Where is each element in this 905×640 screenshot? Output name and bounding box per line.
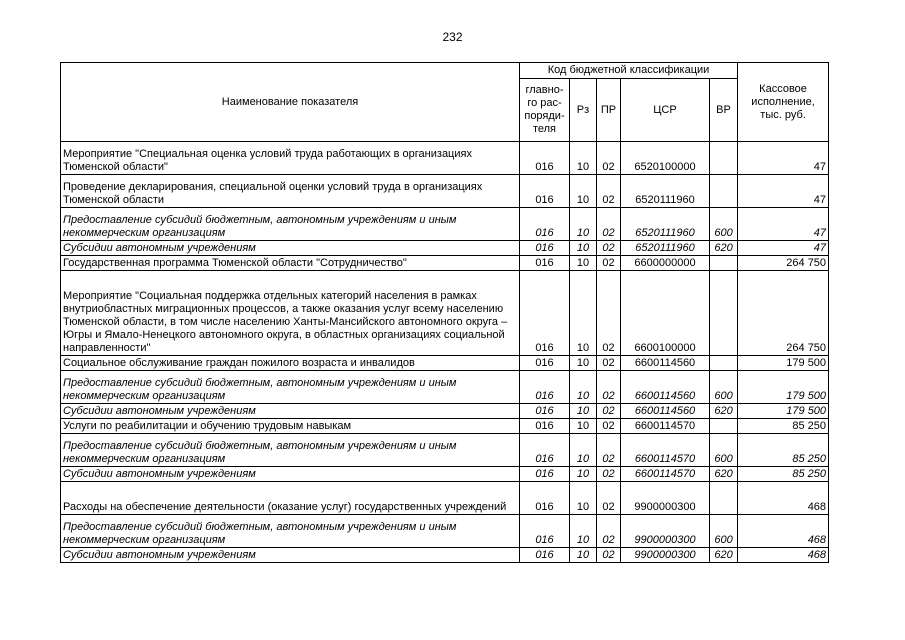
- row-name: Государственная программа Тюменской области "Сотрудничество": [61, 256, 520, 271]
- table-row: [61, 419, 829, 434]
- row-admin-code: 016: [520, 271, 570, 356]
- row-csr-code: 6520111960: [621, 241, 710, 256]
- row-amount: 179 500: [738, 404, 829, 419]
- header-amount: Кассовое исполнение, тыс. руб.: [738, 63, 829, 142]
- row-vr-code: [710, 142, 738, 175]
- row-pr-code: 02: [597, 548, 621, 563]
- row-pr-code: 02: [597, 142, 621, 175]
- row-admin-code: 016: [520, 482, 570, 515]
- row-rz-code: 10: [570, 467, 597, 482]
- row-name: Субсидии автономным учреждениям: [61, 241, 520, 256]
- row-vr-code: [710, 271, 738, 356]
- row-admin-code: 016: [520, 467, 570, 482]
- row-pr-code: 02: [597, 271, 621, 356]
- row-admin-code: 016: [520, 548, 570, 563]
- table-row: [61, 241, 829, 256]
- row-admin-code: 016: [520, 208, 570, 241]
- header-kbk-group: Код бюджетной классификации: [520, 63, 738, 79]
- row-rz-code: 10: [570, 142, 597, 175]
- row-vr-code: [710, 419, 738, 434]
- row-pr-code: 02: [597, 434, 621, 467]
- row-rz-code: 10: [570, 356, 597, 371]
- row-pr-code: 02: [597, 208, 621, 241]
- row-vr-code: [710, 356, 738, 371]
- header-name: Наименование показателя: [61, 63, 520, 142]
- row-pr-code: 02: [597, 515, 621, 548]
- row-admin-code: 016: [520, 419, 570, 434]
- row-vr-code: 620: [710, 548, 738, 563]
- row-pr-code: 02: [597, 241, 621, 256]
- row-rz-code: 10: [570, 548, 597, 563]
- row-rz-code: 10: [570, 371, 597, 404]
- row-rz-code: 10: [570, 208, 597, 241]
- row-name: Субсидии автономным учреждениям: [61, 404, 520, 419]
- row-name: Мероприятие "Специальная оценка условий труда работающих в организациях Тюменской области": [61, 142, 520, 175]
- row-admin-code: 016: [520, 356, 570, 371]
- row-rz-code: 10: [570, 175, 597, 208]
- row-vr-code: 600: [710, 515, 738, 548]
- table-row: [61, 467, 829, 482]
- table-row: [61, 271, 829, 356]
- row-pr-code: 02: [597, 175, 621, 208]
- row-pr-code: 02: [597, 467, 621, 482]
- row-admin-code: 016: [520, 256, 570, 271]
- row-admin-code: 016: [520, 175, 570, 208]
- row-name: Мероприятие "Социальная поддержка отдельных категорий населения в рамках внутриобластных миграционных процессов, а также оказания услуг всему населению Тюменской области, в том числе населению Ханты-Мансийского автономного округа – Югры и Ямало-Ненецкого автономного округа, в областных организациях социальной направленности": [61, 271, 520, 356]
- row-name: Расходы на обеспечение деятельности (оказание услуг) государственных учреждений: [61, 482, 520, 515]
- row-vr-code: [710, 256, 738, 271]
- table-row: [61, 482, 829, 515]
- header-rz: Рз: [570, 79, 597, 142]
- row-admin-code: 016: [520, 404, 570, 419]
- row-csr-code: 9900000300: [621, 515, 710, 548]
- row-amount: 468: [738, 515, 829, 548]
- row-vr-code: 600: [710, 434, 738, 467]
- row-pr-code: 02: [597, 356, 621, 371]
- row-amount: 179 500: [738, 371, 829, 404]
- table-row: [61, 256, 829, 271]
- row-csr-code: 6600114560: [621, 371, 710, 404]
- row-rz-code: 10: [570, 515, 597, 548]
- row-amount: 179 500: [738, 356, 829, 371]
- row-amount: 85 250: [738, 467, 829, 482]
- row-csr-code: 6600114570: [621, 467, 710, 482]
- row-pr-code: 02: [597, 419, 621, 434]
- table-row: [61, 208, 829, 241]
- row-name: Услуги по реабилитации и обучению трудовым навыкам: [61, 419, 520, 434]
- row-csr-code: 6600100000: [621, 271, 710, 356]
- row-rz-code: 10: [570, 419, 597, 434]
- row-csr-code: 6520111960: [621, 175, 710, 208]
- row-csr-code: 6600114570: [621, 419, 710, 434]
- table-row: [61, 404, 829, 419]
- row-name: Проведение декларирования, специальной оценки условий труда в организациях Тюменской области: [61, 175, 520, 208]
- table-row: [61, 434, 829, 467]
- row-amount: 47: [738, 142, 829, 175]
- row-csr-code: 9900000300: [621, 548, 710, 563]
- row-name: Предоставление субсидий бюджетным, автономным учреждениям и иным некоммерческим организациям: [61, 515, 520, 548]
- row-amount: 85 250: [738, 434, 829, 467]
- row-vr-code: 620: [710, 467, 738, 482]
- table-row: [61, 175, 829, 208]
- row-csr-code: 6600000000: [621, 256, 710, 271]
- row-rz-code: 10: [570, 404, 597, 419]
- row-vr-code: 600: [710, 208, 738, 241]
- header-pr: ПР: [597, 79, 621, 142]
- table-row: [61, 356, 829, 371]
- row-name: Субсидии автономным учреждениям: [61, 548, 520, 563]
- row-amount: 468: [738, 482, 829, 515]
- row-rz-code: 10: [570, 482, 597, 515]
- row-csr-code: 6600114570: [621, 434, 710, 467]
- row-amount: 264 750: [738, 256, 829, 271]
- row-name: Предоставление субсидий бюджетным, автономным учреждениям и иным некоммерческим организациям: [61, 371, 520, 404]
- row-admin-code: 016: [520, 241, 570, 256]
- row-vr-code: [710, 482, 738, 515]
- header-csr: ЦСР: [621, 79, 710, 142]
- row-amount: 85 250: [738, 419, 829, 434]
- row-admin-code: 016: [520, 371, 570, 404]
- row-pr-code: 02: [597, 482, 621, 515]
- row-amount: 47: [738, 208, 829, 241]
- table-row: [61, 371, 829, 404]
- row-name: Субсидии автономным учреждениям: [61, 467, 520, 482]
- row-admin-code: 016: [520, 434, 570, 467]
- row-csr-code: 6600114560: [621, 356, 710, 371]
- row-vr-code: 620: [710, 241, 738, 256]
- row-admin-code: 016: [520, 142, 570, 175]
- row-pr-code: 02: [597, 256, 621, 271]
- row-pr-code: 02: [597, 371, 621, 404]
- table-row: [61, 515, 829, 548]
- row-rz-code: 10: [570, 241, 597, 256]
- budget-table: [60, 62, 829, 563]
- row-csr-code: 9900000300: [621, 482, 710, 515]
- table-row: [61, 142, 829, 175]
- row-rz-code: 10: [570, 271, 597, 356]
- row-vr-code: 620: [710, 404, 738, 419]
- row-csr-code: 6520100000: [621, 142, 710, 175]
- row-admin-code: 016: [520, 515, 570, 548]
- row-csr-code: 6600114560: [621, 404, 710, 419]
- row-amount: 468: [738, 548, 829, 563]
- header-admin: главно-го рас-поряди-теля: [520, 79, 570, 142]
- row-name: Социальное обслуживание граждан пожилого возраста и инвалидов: [61, 356, 520, 371]
- row-amount: 264 750: [738, 271, 829, 356]
- row-rz-code: 10: [570, 434, 597, 467]
- row-pr-code: 02: [597, 404, 621, 419]
- row-csr-code: 6520111960: [621, 208, 710, 241]
- row-amount: 47: [738, 241, 829, 256]
- row-name: Предоставление субсидий бюджетным, автономным учреждениям и иным некоммерческим организациям: [61, 434, 520, 467]
- row-vr-code: 600: [710, 371, 738, 404]
- header-vr: ВР: [710, 79, 738, 142]
- row-rz-code: 10: [570, 256, 597, 271]
- row-amount: 47: [738, 175, 829, 208]
- table-row: [61, 548, 829, 563]
- page-number: 232: [442, 30, 463, 44]
- row-vr-code: [710, 175, 738, 208]
- row-name: Предоставление субсидий бюджетным, автономным учреждениям и иным некоммерческим организациям: [61, 208, 520, 241]
